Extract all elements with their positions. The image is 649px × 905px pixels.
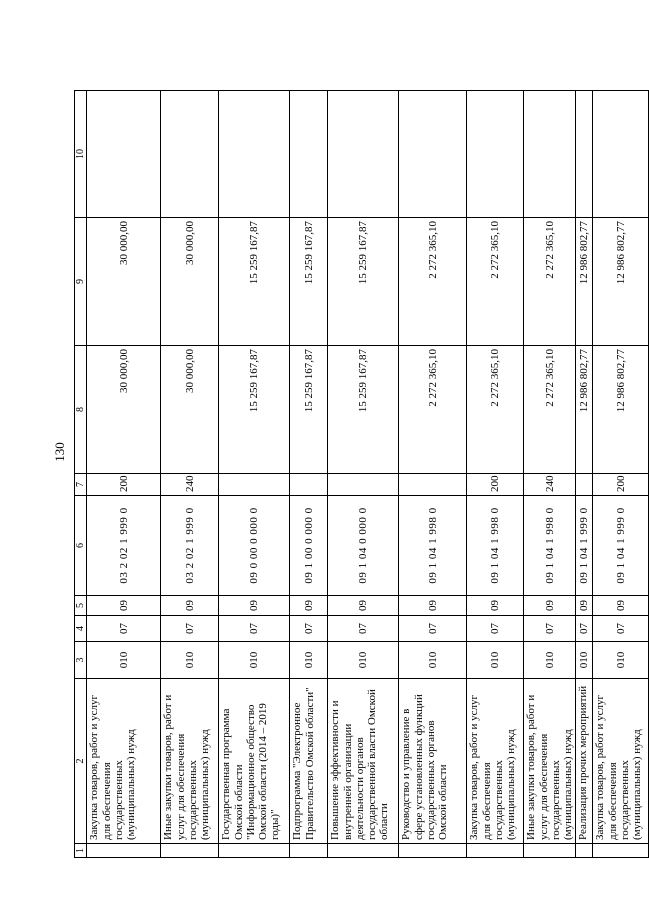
cell-col-10 [87, 91, 161, 218]
cell-col-1 [290, 844, 328, 858]
table-row [87, 91, 161, 858]
cell-col-3: 010 [524, 642, 576, 679]
cell-col-4: 07 [399, 616, 467, 642]
cell-col-10 [219, 91, 290, 218]
cell-col-8: 2 272 365,10 [524, 346, 576, 474]
table-row [290, 91, 328, 858]
cell-col-5: 09 [593, 596, 649, 616]
cell-col-2: Иные закупки товаров, работ и услуг для обеспечения государственных (муниципальных) нужд [161, 679, 219, 844]
cell-col-1 [399, 844, 467, 858]
cell-col-2: Иные закупки товаров, работ и услуг для обеспечения государственных (муниципальных) нужд [524, 679, 576, 844]
cell-col-3: 010 [467, 642, 524, 679]
cell-col-5: 09 [467, 596, 524, 616]
cell-col-7 [576, 474, 593, 496]
table-row [399, 91, 467, 858]
table-row [328, 91, 399, 858]
column-header-3: 3 [75, 642, 87, 679]
cell-col-2: Закупка товаров, работ и услуг для обеспечения государственных (муниципальных) нужд [467, 679, 524, 844]
cell-col-10 [290, 91, 328, 218]
cell-col-5: 09 [399, 596, 467, 616]
table-row [593, 91, 649, 858]
cell-col-7: 200 [467, 474, 524, 496]
cell-col-3: 010 [328, 642, 399, 679]
cell-col-10 [399, 91, 467, 218]
cell-col-9: 30 000,00 [87, 218, 161, 346]
rotated-table-wrapper [74, 91, 644, 858]
cell-col-4: 07 [328, 616, 399, 642]
cell-col-8: 12 986 802,77 [576, 346, 593, 474]
table-stage [74, 91, 644, 858]
cell-col-5: 09 [219, 596, 290, 616]
cell-col-7 [399, 474, 467, 496]
table-row [524, 91, 576, 858]
column-header-9: 9 [75, 218, 87, 346]
cell-col-6: 09 1 04 1 999 0 [576, 496, 593, 596]
cell-col-10 [524, 91, 576, 218]
column-header-2: 2 [75, 679, 87, 844]
table-row [161, 91, 219, 858]
cell-col-5: 09 [328, 596, 399, 616]
cell-col-6: 09 1 04 1 998 0 [524, 496, 576, 596]
cell-col-6: 03 2 02 1 999 0 [161, 496, 219, 596]
cell-col-4: 07 [524, 616, 576, 642]
cell-col-3: 010 [576, 642, 593, 679]
cell-col-5: 09 [161, 596, 219, 616]
cell-col-6: 03 2 02 1 999 0 [87, 496, 161, 596]
cell-col-6: 09 0 00 0 000 0 [219, 496, 290, 596]
cell-col-6: 09 1 04 0 000 0 [328, 496, 399, 596]
page-number: 130 [52, 442, 67, 462]
cell-col-10 [593, 91, 649, 218]
cell-col-8: 2 272 365,10 [467, 346, 524, 474]
cell-col-7: 240 [161, 474, 219, 496]
cell-col-8: 12 986 802,77 [593, 346, 649, 474]
cell-col-3: 010 [161, 642, 219, 679]
cell-col-9: 15 259 167,87 [219, 218, 290, 346]
header-row [75, 91, 87, 858]
table-body [87, 91, 649, 858]
cell-col-1 [328, 844, 399, 858]
cell-col-9: 2 272 365,10 [524, 218, 576, 346]
column-header-7: 7 [75, 474, 87, 496]
cell-col-8: 15 259 167,87 [328, 346, 399, 474]
cell-col-9: 12 986 802,77 [576, 218, 593, 346]
cell-col-7: 200 [593, 474, 649, 496]
cell-col-3: 010 [87, 642, 161, 679]
cell-col-5: 09 [290, 596, 328, 616]
cell-col-6: 09 1 04 1 998 0 [399, 496, 467, 596]
table-row [219, 91, 290, 858]
column-header-8: 8 [75, 346, 87, 474]
cell-col-3: 010 [290, 642, 328, 679]
cell-col-1 [219, 844, 290, 858]
cell-col-1 [467, 844, 524, 858]
cell-col-8: 2 272 365,10 [399, 346, 467, 474]
cell-col-1 [161, 844, 219, 858]
cell-col-10 [467, 91, 524, 218]
cell-col-4: 07 [467, 616, 524, 642]
cell-col-2: Подпрограмма "Электронное Правительство Омской области" [290, 679, 328, 844]
column-header-10: 10 [75, 91, 87, 218]
column-header-6: 6 [75, 496, 87, 596]
cell-col-9: 15 259 167,87 [290, 218, 328, 346]
table-row [467, 91, 524, 858]
cell-col-1 [524, 844, 576, 858]
cell-col-2: Повышение эффективности и внутренней организации деятельности органов государственной власти Омской области [328, 679, 399, 844]
cell-col-9: 30 000,00 [161, 218, 219, 346]
cell-col-8: 15 259 167,87 [290, 346, 328, 474]
cell-col-5: 09 [576, 596, 593, 616]
cell-col-3: 010 [399, 642, 467, 679]
cell-col-2: Государственная программа Омской области "Информационное общество Омской области (2014 – 2019 годы)" [219, 679, 290, 844]
column-header-1: 1 [75, 844, 87, 858]
cell-col-3: 010 [593, 642, 649, 679]
cell-col-8: 30 000,00 [161, 346, 219, 474]
cell-col-1 [576, 844, 593, 858]
column-header-4: 4 [75, 616, 87, 642]
cell-col-4: 07 [593, 616, 649, 642]
cell-col-4: 07 [219, 616, 290, 642]
cell-col-8: 30 000,00 [87, 346, 161, 474]
budget-table [74, 90, 649, 858]
cell-col-7 [219, 474, 290, 496]
table-row [576, 91, 593, 858]
cell-col-1 [87, 844, 161, 858]
cell-col-3: 010 [219, 642, 290, 679]
cell-col-7 [328, 474, 399, 496]
cell-col-6: 09 1 00 0 000 0 [290, 496, 328, 596]
cell-col-5: 09 [524, 596, 576, 616]
cell-col-2: Закупка товаров, работ и услуг для обеспечения государственных (муниципальных) нужд [87, 679, 161, 844]
cell-col-2: Реализация прочих мероприятий [576, 679, 593, 844]
cell-col-8: 15 259 167,87 [219, 346, 290, 474]
cell-col-7: 240 [524, 474, 576, 496]
cell-col-7: 200 [87, 474, 161, 496]
cell-col-7 [290, 474, 328, 496]
cell-col-10 [328, 91, 399, 218]
column-header-5: 5 [75, 596, 87, 616]
cell-col-1 [593, 844, 649, 858]
cell-col-6: 09 1 04 1 998 0 [467, 496, 524, 596]
cell-col-4: 07 [290, 616, 328, 642]
cell-col-4: 07 [161, 616, 219, 642]
cell-col-4: 07 [576, 616, 593, 642]
cell-col-9: 2 272 365,10 [399, 218, 467, 346]
cell-col-5: 09 [87, 596, 161, 616]
cell-col-9: 15 259 167,87 [328, 218, 399, 346]
cell-col-9: 2 272 365,10 [467, 218, 524, 346]
cell-col-2: Руководство и управление в сфере установленных функций государственных органов Омской области [399, 679, 467, 844]
cell-col-4: 07 [87, 616, 161, 642]
cell-col-6: 09 1 04 1 999 0 [593, 496, 649, 596]
cell-col-9: 12 986 802,77 [593, 218, 649, 346]
cell-col-2: Закупка товаров, работ и услуг для обеспечения государственных (муниципальных) нужд [593, 679, 649, 844]
cell-col-10 [576, 91, 593, 218]
cell-col-10 [161, 91, 219, 218]
